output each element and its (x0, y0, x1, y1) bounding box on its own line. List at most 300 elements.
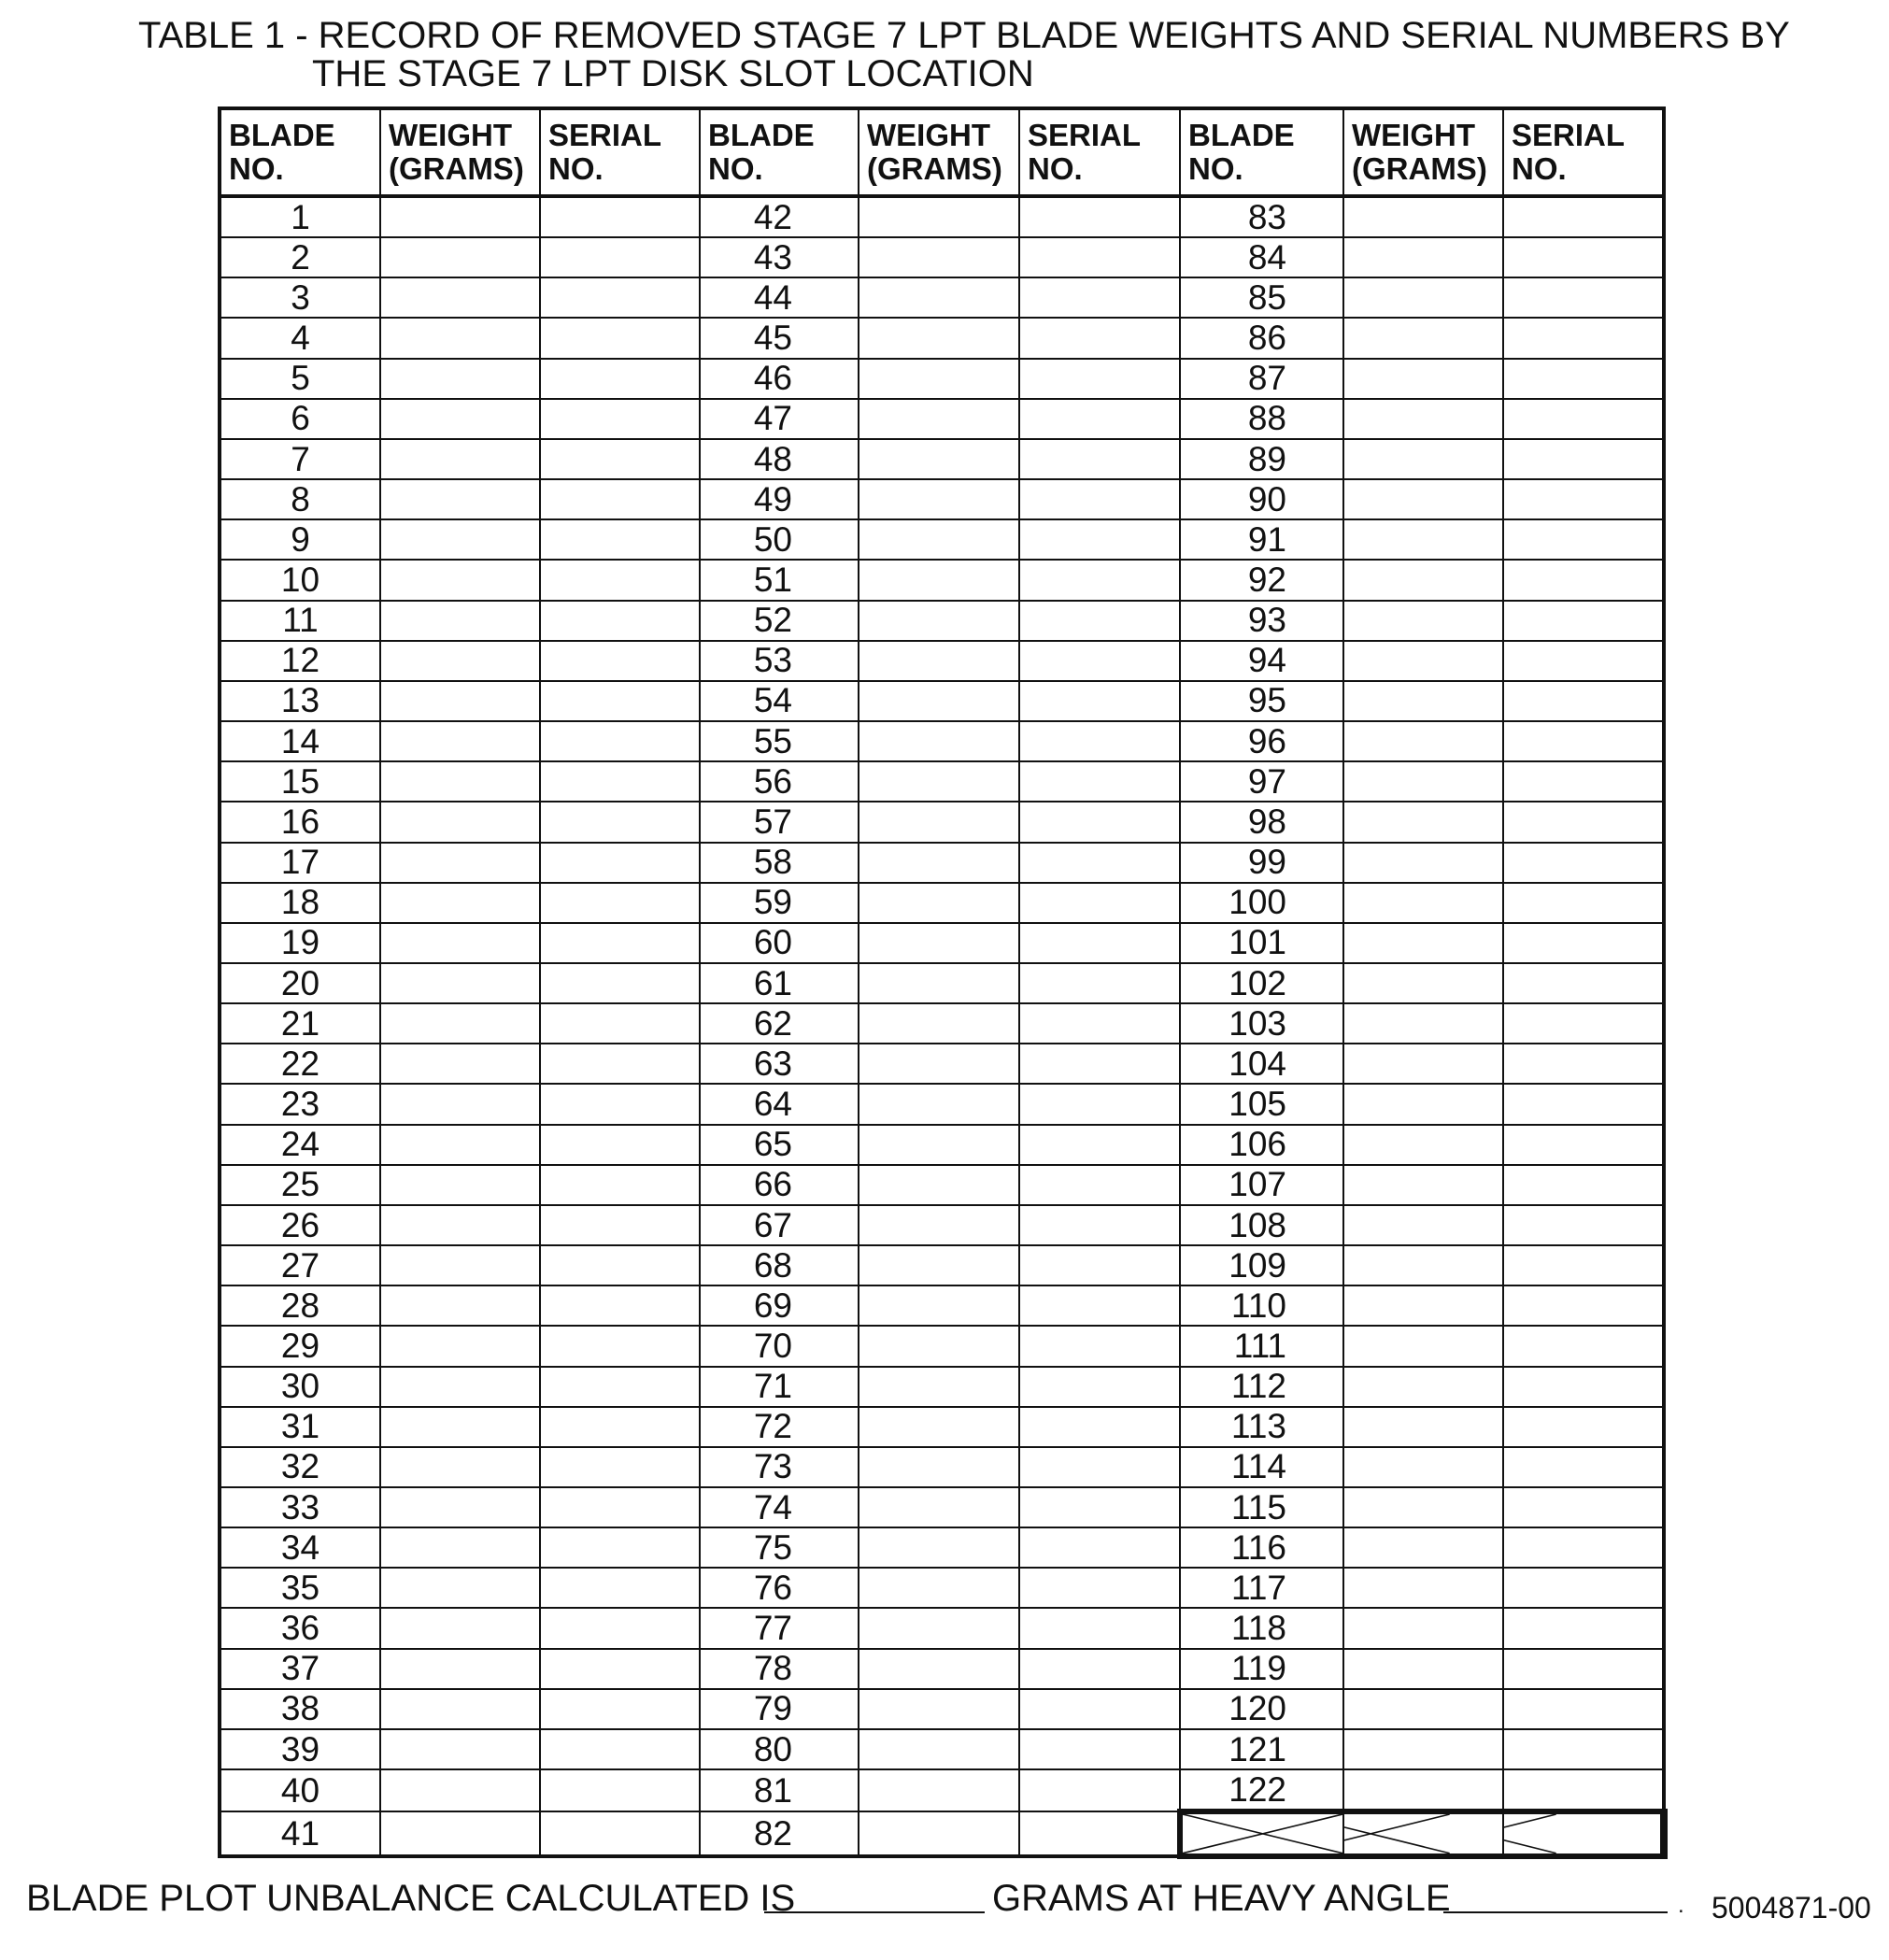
serial-entry-cell[interactable] (540, 1649, 700, 1689)
serial-entry-cell[interactable] (540, 439, 700, 479)
header-weight-grams: WEIGHT (GRAMS) (380, 108, 540, 196)
serial-entry-cell[interactable] (1019, 1285, 1180, 1326)
weight-entry-cell[interactable] (859, 1367, 1019, 1407)
weight-entry-cell[interactable] (859, 1649, 1019, 1689)
serial-entry-cell[interactable] (1503, 560, 1664, 600)
weight-entry-cell[interactable] (380, 519, 540, 560)
unbalance-grams-blank[interactable] (764, 1911, 985, 1913)
weight-entry-cell[interactable] (380, 601, 540, 641)
serial-entry-cell[interactable] (1019, 721, 1180, 761)
blade-number-cell: 68 (700, 1245, 859, 1285)
serial-entry-cell[interactable] (540, 1245, 700, 1285)
serial-entry-cell[interactable] (1019, 1367, 1180, 1407)
weight-entry-cell[interactable] (380, 1245, 540, 1285)
weight-entry-cell[interactable] (859, 641, 1019, 681)
weight-entry-cell[interactable] (1343, 1729, 1503, 1769)
weight-entry-cell[interactable] (1343, 1326, 1503, 1366)
weight-entry-cell[interactable] (1343, 1527, 1503, 1568)
serial-entry-cell[interactable] (1503, 1165, 1664, 1205)
blade-number-cell: 37 (220, 1649, 380, 1689)
serial-entry-cell[interactable] (540, 1447, 700, 1487)
weight-entry-cell[interactable] (859, 1165, 1019, 1205)
weight-entry-cell[interactable] (1343, 1367, 1503, 1407)
blade-number-cell: 71 (700, 1367, 859, 1407)
serial-entry-cell[interactable] (1503, 359, 1664, 399)
serial-entry-cell[interactable] (540, 1769, 700, 1811)
serial-entry-cell[interactable] (540, 1084, 700, 1124)
weight-entry-cell[interactable] (380, 1326, 540, 1366)
weight-entry-cell[interactable] (1343, 923, 1503, 963)
weight-entry-cell[interactable] (1343, 277, 1503, 318)
serial-entry-cell[interactable] (1019, 1245, 1180, 1285)
weight-entry-cell[interactable] (380, 641, 540, 681)
serial-entry-cell[interactable] (1503, 1367, 1664, 1407)
serial-entry-cell[interactable] (1503, 721, 1664, 761)
serial-entry-cell[interactable] (1019, 1326, 1180, 1366)
weight-entry-cell[interactable] (380, 761, 540, 802)
serial-entry-cell[interactable] (1503, 963, 1664, 1003)
serial-entry-cell[interactable] (1503, 1326, 1664, 1366)
serial-entry-cell[interactable] (1503, 923, 1664, 963)
serial-entry-cell[interactable] (540, 1568, 700, 1608)
weight-entry-cell[interactable] (859, 237, 1019, 277)
weight-entry-cell[interactable] (380, 1003, 540, 1044)
serial-entry-cell[interactable] (1019, 1205, 1180, 1245)
weight-entry-cell[interactable] (859, 359, 1019, 399)
blade-number-cell: 91 (1180, 519, 1343, 560)
weight-entry-cell[interactable] (859, 1003, 1019, 1044)
blade-number-cell: 118 (1180, 1608, 1343, 1648)
serial-entry-cell[interactable] (540, 560, 700, 600)
serial-entry-cell[interactable] (1019, 601, 1180, 641)
weight-entry-cell[interactable] (1343, 1608, 1503, 1648)
weight-entry-cell[interactable] (380, 439, 540, 479)
table-row (220, 843, 1664, 883)
serial-entry-cell[interactable] (1019, 802, 1180, 842)
weight-entry-cell[interactable] (380, 1729, 540, 1769)
heavy-angle-label: GRAMS AT HEAVY ANGLE (992, 1878, 1451, 1919)
weight-entry-cell[interactable] (1343, 1407, 1503, 1447)
serial-entry-cell[interactable] (1019, 359, 1180, 399)
blade-number-cell: 116 (1180, 1527, 1343, 1568)
weight-entry-cell[interactable] (380, 1649, 540, 1689)
weight-entry-cell[interactable] (1343, 843, 1503, 883)
serial-entry-cell[interactable] (540, 237, 700, 277)
table-row (220, 601, 1664, 641)
blade-number-cell: 28 (220, 1285, 380, 1326)
weight-entry-cell[interactable] (380, 1527, 540, 1568)
weight-entry-cell[interactable] (1343, 439, 1503, 479)
serial-entry-cell[interactable] (1503, 277, 1664, 318)
weight-entry-cell[interactable] (380, 318, 540, 358)
weight-entry-cell[interactable] (1343, 399, 1503, 439)
serial-entry-cell[interactable] (1019, 1568, 1180, 1608)
serial-entry-cell[interactable] (1503, 479, 1664, 519)
serial-entry-cell[interactable] (540, 963, 700, 1003)
weight-entry-cell[interactable] (859, 601, 1019, 641)
serial-entry-cell[interactable] (540, 1407, 700, 1447)
serial-entry-cell[interactable] (1503, 1407, 1664, 1447)
serial-entry-cell[interactable] (1019, 843, 1180, 883)
blade-number-cell: 26 (220, 1205, 380, 1245)
weight-entry-cell[interactable] (1343, 519, 1503, 560)
serial-entry-cell[interactable] (1503, 237, 1664, 277)
serial-entry-cell[interactable] (540, 277, 700, 318)
weight-entry-cell[interactable] (380, 1608, 540, 1648)
weight-entry-cell[interactable] (380, 923, 540, 963)
weight-entry-cell[interactable] (1343, 1487, 1503, 1527)
serial-entry-cell[interactable] (1019, 1125, 1180, 1165)
serial-entry-cell[interactable] (1503, 1729, 1664, 1769)
serial-entry-cell[interactable] (1019, 1084, 1180, 1124)
weight-entry-cell[interactable] (859, 1326, 1019, 1366)
weight-entry-cell[interactable] (859, 721, 1019, 761)
weight-entry-cell[interactable] (859, 1487, 1019, 1527)
weight-entry-cell[interactable] (1343, 721, 1503, 761)
weight-entry-cell[interactable] (859, 1608, 1019, 1648)
serial-entry-cell[interactable] (1503, 318, 1664, 358)
weight-entry-cell[interactable] (859, 761, 1019, 802)
weight-entry-cell[interactable] (859, 277, 1019, 318)
serial-entry-cell[interactable] (1019, 1447, 1180, 1487)
serial-entry-cell[interactable] (1503, 843, 1664, 883)
serial-entry-cell[interactable] (540, 843, 700, 883)
serial-entry-cell[interactable] (540, 359, 700, 399)
serial-entry-cell[interactable] (540, 1729, 700, 1769)
weight-entry-cell[interactable] (380, 277, 540, 318)
weight-entry-cell[interactable] (380, 359, 540, 399)
serial-entry-cell[interactable] (540, 318, 700, 358)
serial-entry-cell[interactable] (1503, 1447, 1664, 1487)
serial-entry-cell[interactable] (1503, 1527, 1664, 1568)
weight-entry-cell[interactable] (380, 1407, 540, 1447)
weight-entry-cell[interactable] (1343, 359, 1503, 399)
weight-entry-cell[interactable] (380, 1487, 540, 1527)
blade-number-cell: 17 (220, 843, 380, 883)
weight-entry-cell[interactable] (1343, 196, 1503, 237)
weight-entry-cell[interactable] (859, 1527, 1019, 1568)
serial-entry-cell[interactable] (1019, 1608, 1180, 1648)
weight-entry-cell[interactable] (859, 439, 1019, 479)
blade-number-cell: 84 (1180, 237, 1343, 277)
serial-entry-cell[interactable] (540, 1487, 700, 1527)
weight-entry-cell[interactable] (1343, 1689, 1503, 1729)
table-row (220, 237, 1664, 277)
serial-entry-cell[interactable] (540, 802, 700, 842)
serial-entry-cell[interactable] (1503, 1205, 1664, 1245)
weight-entry-cell[interactable] (380, 237, 540, 277)
serial-entry-cell[interactable] (1019, 399, 1180, 439)
serial-entry-cell[interactable] (540, 681, 700, 721)
serial-entry-cell[interactable] (1503, 1125, 1664, 1165)
serial-entry-cell[interactable] (1503, 601, 1664, 641)
blade-number-cell: 52 (700, 601, 859, 641)
blade-number-cell: 30 (220, 1367, 380, 1407)
weight-entry-cell[interactable] (1343, 1205, 1503, 1245)
table-row (220, 1245, 1664, 1285)
blade-number-cell: 45 (700, 318, 859, 358)
serial-entry-cell[interactable] (1019, 963, 1180, 1003)
serial-entry-cell[interactable] (1503, 802, 1664, 842)
weight-entry-cell[interactable] (1343, 681, 1503, 721)
weight-entry-cell[interactable] (859, 318, 1019, 358)
weight-entry-cell[interactable] (859, 1044, 1019, 1084)
weight-entry-cell[interactable] (1343, 1003, 1503, 1044)
serial-entry-cell[interactable] (1503, 883, 1664, 923)
footer-period: . (1678, 1893, 1684, 1918)
serial-entry-cell[interactable] (540, 1044, 700, 1084)
serial-entry-cell[interactable] (540, 923, 700, 963)
weight-entry-cell[interactable] (859, 802, 1019, 842)
weight-entry-cell[interactable] (380, 1769, 540, 1811)
weight-entry-cell[interactable] (859, 1447, 1019, 1487)
weight-entry-cell[interactable] (1343, 963, 1503, 1003)
serial-entry-cell[interactable] (1019, 1044, 1180, 1084)
serial-entry-cell[interactable] (1503, 1285, 1664, 1326)
weight-entry-cell[interactable] (1343, 1125, 1503, 1165)
serial-entry-cell[interactable] (540, 1811, 700, 1856)
serial-entry-cell[interactable] (1503, 681, 1664, 721)
serial-entry-cell[interactable] (1019, 681, 1180, 721)
serial-entry-cell[interactable] (1019, 1729, 1180, 1769)
serial-entry-cell[interactable] (1019, 196, 1180, 237)
table-row (220, 1165, 1664, 1205)
weight-entry-cell[interactable] (380, 399, 540, 439)
weight-entry-cell[interactable] (859, 923, 1019, 963)
weight-entry-cell[interactable] (1343, 1044, 1503, 1084)
weight-entry-cell[interactable] (380, 681, 540, 721)
serial-entry-cell[interactable] (1503, 1084, 1664, 1124)
serial-entry-cell[interactable] (540, 1125, 700, 1165)
table-row (220, 1769, 1664, 1811)
weight-entry-cell[interactable] (1343, 1084, 1503, 1124)
weight-entry-cell[interactable] (1343, 1649, 1503, 1689)
weight-entry-cell[interactable] (859, 1811, 1019, 1856)
table-row (220, 761, 1664, 802)
serial-entry-cell[interactable] (1503, 1608, 1664, 1648)
blade-number-cell: 88 (1180, 399, 1343, 439)
serial-entry-cell[interactable] (540, 479, 700, 519)
blade-number-cell: 23 (220, 1084, 380, 1124)
serial-entry-cell[interactable] (1019, 1527, 1180, 1568)
serial-entry-cell[interactable] (1503, 439, 1664, 479)
serial-entry-cell[interactable] (540, 1689, 700, 1729)
serial-entry-cell[interactable] (540, 1326, 700, 1366)
serial-entry-cell[interactable] (540, 1205, 700, 1245)
serial-entry-cell[interactable] (1019, 519, 1180, 560)
weight-entry-cell[interactable] (1343, 1245, 1503, 1285)
header-blade-no: BLADE NO. (700, 108, 859, 196)
serial-entry-cell[interactable] (1019, 237, 1180, 277)
serial-entry-cell[interactable] (540, 1527, 700, 1568)
serial-entry-cell[interactable] (1503, 1003, 1664, 1044)
blade-number-cell: 58 (700, 843, 859, 883)
serial-entry-cell[interactable] (1503, 761, 1664, 802)
serial-entry-cell[interactable] (540, 761, 700, 802)
weight-entry-cell[interactable] (380, 1285, 540, 1326)
blade-number-cell: 89 (1180, 439, 1343, 479)
weight-entry-cell[interactable] (859, 1568, 1019, 1608)
weight-entry-cell[interactable] (380, 1044, 540, 1084)
weight-entry-cell[interactable] (859, 963, 1019, 1003)
serial-entry-cell[interactable] (1503, 1568, 1664, 1608)
blade-number-cell: 33 (220, 1487, 380, 1527)
weight-entry-cell[interactable] (859, 1729, 1019, 1769)
weight-entry-cell[interactable] (859, 1084, 1019, 1124)
table-row (220, 1003, 1664, 1044)
weight-entry-cell[interactable] (380, 843, 540, 883)
blade-record-table (218, 107, 1668, 1859)
blade-number-cell: 5 (220, 359, 380, 399)
serial-entry-cell[interactable] (540, 721, 700, 761)
weight-entry-cell[interactable] (380, 1125, 540, 1165)
serial-entry-cell[interactable] (1503, 1487, 1664, 1527)
weight-entry-cell[interactable] (1343, 883, 1503, 923)
figure-id: 5004871-00 (1711, 1891, 1871, 1924)
weight-entry-cell[interactable] (380, 1367, 540, 1407)
serial-entry-cell[interactable] (1019, 1769, 1180, 1811)
table-row (220, 1729, 1664, 1769)
weight-entry-cell[interactable] (380, 1205, 540, 1245)
weight-entry-cell[interactable] (859, 479, 1019, 519)
blade-number-cell: 101 (1180, 923, 1343, 963)
weight-entry-cell[interactable] (380, 721, 540, 761)
serial-entry-cell[interactable] (1019, 1487, 1180, 1527)
blade-number-cell: 75 (700, 1527, 859, 1568)
serial-entry-cell[interactable] (1503, 1044, 1664, 1084)
serial-entry-cell[interactable] (540, 519, 700, 560)
blade-number-cell: 61 (700, 963, 859, 1003)
serial-entry-cell[interactable] (1019, 1811, 1180, 1856)
weight-entry-cell[interactable] (1343, 601, 1503, 641)
weight-entry-cell[interactable] (380, 1084, 540, 1124)
weight-entry-cell[interactable] (859, 519, 1019, 560)
weight-entry-cell[interactable] (1343, 560, 1503, 600)
weight-entry-cell[interactable] (859, 560, 1019, 600)
table-row (220, 1527, 1664, 1568)
serial-entry-cell[interactable] (1503, 196, 1664, 237)
weight-entry-cell[interactable] (859, 843, 1019, 883)
blade-number-cell: 57 (700, 802, 859, 842)
weight-entry-cell[interactable] (859, 1205, 1019, 1245)
serial-entry-cell[interactable] (1503, 641, 1664, 681)
serial-entry-cell[interactable] (540, 1367, 700, 1407)
blade-number-cell: 72 (700, 1407, 859, 1447)
weight-entry-cell[interactable] (859, 1125, 1019, 1165)
weight-entry-cell[interactable] (1343, 237, 1503, 277)
blade-number-cell: 55 (700, 721, 859, 761)
blade-number-cell: 60 (700, 923, 859, 963)
serial-entry-cell[interactable] (540, 641, 700, 681)
weight-entry-cell[interactable] (859, 399, 1019, 439)
weight-entry-cell[interactable] (1343, 1447, 1503, 1487)
serial-entry-cell[interactable] (1019, 1649, 1180, 1689)
weight-entry-cell[interactable] (1343, 761, 1503, 802)
weight-entry-cell[interactable] (380, 1689, 540, 1729)
serial-entry-cell[interactable] (540, 399, 700, 439)
blade-number-cell: 25 (220, 1165, 380, 1205)
weight-entry-cell[interactable] (1343, 802, 1503, 842)
cross-out-mark (1504, 1814, 1660, 1853)
serial-entry-cell[interactable] (1503, 1245, 1664, 1285)
serial-entry-cell[interactable] (1019, 318, 1180, 358)
blade-number-cell: 8 (220, 479, 380, 519)
weight-entry-cell[interactable] (380, 1165, 540, 1205)
weight-entry-cell[interactable] (859, 1245, 1019, 1285)
weight-entry-cell[interactable] (859, 681, 1019, 721)
table-row (220, 359, 1664, 399)
weight-entry-cell[interactable] (859, 1689, 1019, 1729)
serial-entry-cell[interactable] (1019, 479, 1180, 519)
blade-number-cell: 16 (220, 802, 380, 842)
serial-entry-cell[interactable] (1019, 277, 1180, 318)
blade-number-cell: 65 (700, 1125, 859, 1165)
weight-entry-cell[interactable] (1343, 1165, 1503, 1205)
weight-entry-cell[interactable] (380, 802, 540, 842)
weight-entry-cell[interactable] (859, 1407, 1019, 1447)
serial-entry-cell[interactable] (540, 1165, 700, 1205)
table-row (220, 923, 1664, 963)
serial-entry-cell[interactable] (1019, 1003, 1180, 1044)
serial-entry-cell[interactable] (540, 601, 700, 641)
weight-entry-cell[interactable] (1343, 1769, 1503, 1811)
serial-entry-cell[interactable] (540, 1285, 700, 1326)
serial-entry-cell[interactable] (1019, 923, 1180, 963)
blade-number-cell: 99 (1180, 843, 1343, 883)
serial-entry-cell[interactable] (1503, 1769, 1664, 1811)
serial-entry-cell[interactable] (1503, 399, 1664, 439)
blade-number-cell: 14 (220, 721, 380, 761)
serial-entry-cell[interactable] (1019, 1407, 1180, 1447)
serial-entry-cell[interactable] (1019, 641, 1180, 681)
heavy-angle-blank[interactable] (1443, 1911, 1668, 1913)
serial-entry-cell[interactable] (540, 883, 700, 923)
weight-entry-cell[interactable] (380, 1811, 540, 1856)
serial-entry-cell[interactable] (1019, 560, 1180, 600)
weight-entry-cell[interactable] (1343, 479, 1503, 519)
weight-entry-cell[interactable] (380, 963, 540, 1003)
weight-entry-cell[interactable] (1343, 318, 1503, 358)
serial-entry-cell[interactable] (1019, 761, 1180, 802)
blade-number-cell: 54 (700, 681, 859, 721)
weight-entry-cell[interactable] (380, 479, 540, 519)
serial-entry-cell[interactable] (540, 196, 700, 237)
weight-entry-cell[interactable] (859, 1769, 1019, 1811)
serial-entry-cell[interactable] (1019, 439, 1180, 479)
serial-entry-cell[interactable] (540, 1608, 700, 1648)
weight-entry-cell[interactable] (859, 883, 1019, 923)
weight-entry-cell[interactable] (1343, 641, 1503, 681)
weight-entry-cell[interactable] (380, 883, 540, 923)
blade-number-cell: 94 (1180, 641, 1343, 681)
weight-entry-cell[interactable] (380, 1447, 540, 1487)
weight-entry-cell[interactable] (380, 1568, 540, 1608)
weight-entry-cell[interactable] (859, 196, 1019, 237)
weight-entry-cell[interactable] (380, 560, 540, 600)
serial-entry-cell[interactable] (1503, 519, 1664, 560)
weight-entry-cell[interactable] (859, 1285, 1019, 1326)
weight-entry-cell[interactable] (1343, 1285, 1503, 1326)
serial-entry-cell[interactable] (1019, 883, 1180, 923)
weight-entry-cell[interactable] (1343, 1568, 1503, 1608)
blade-number-cell: 53 (700, 641, 859, 681)
serial-entry-cell[interactable] (1019, 1165, 1180, 1205)
serial-entry-cell[interactable] (1019, 1689, 1180, 1729)
serial-entry-cell[interactable] (1503, 1649, 1664, 1689)
serial-entry-cell[interactable] (1503, 1689, 1664, 1729)
serial-entry-cell[interactable] (540, 1003, 700, 1044)
weight-entry-cell[interactable] (380, 196, 540, 237)
